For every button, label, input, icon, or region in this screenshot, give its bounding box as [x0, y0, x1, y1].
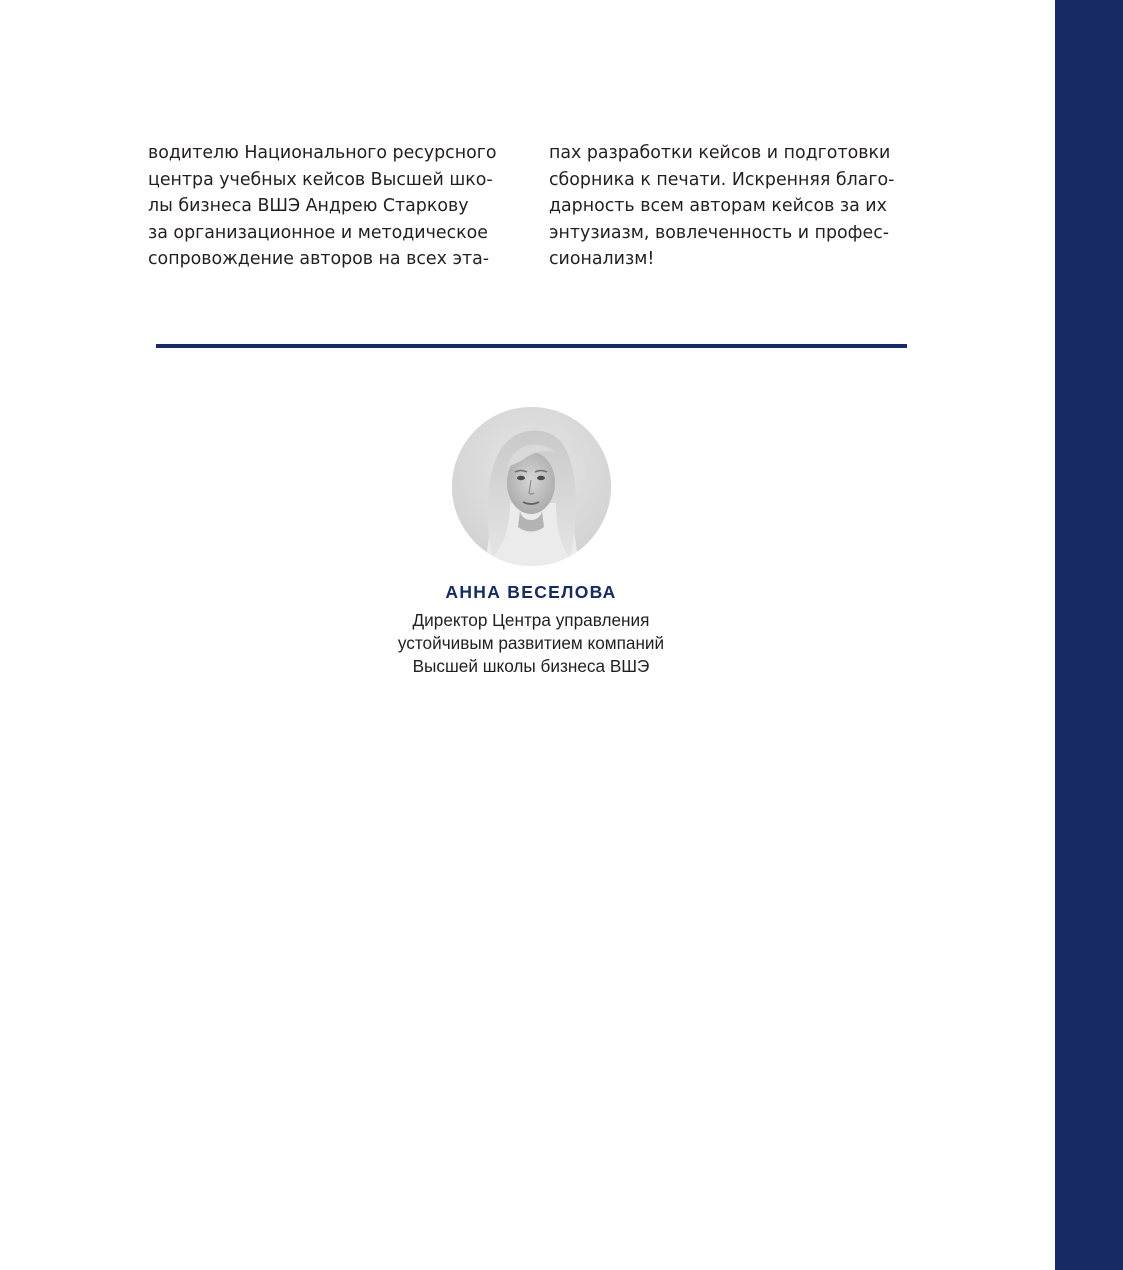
right-column-line: энтузиазм, вовлеченность и профес-	[549, 222, 890, 243]
right-column-line: пах разработки кейсов и подготовки	[549, 143, 891, 163]
left-column-line: водителю Национального ресурсного	[148, 143, 497, 163]
author-name: АННА ВЕСЕЛОВА	[445, 582, 617, 602]
portrait-icon	[452, 407, 611, 566]
right-column-line: сборника к печати. Искренняя благо-	[549, 169, 895, 190]
left-column-line: лы бизнеса ВШЭ Андрею Старкову	[148, 196, 469, 216]
author-role-line: устойчивым развитием компаний	[397, 633, 665, 653]
author-photo	[452, 407, 611, 566]
left-column-line: за организационное и методическое	[148, 222, 488, 243]
author-role-line: Высшей школы бизнеса ВШЭ	[412, 656, 650, 676]
text-columns	[148, 140, 916, 280]
author-role-line: Директор Центра управления	[412, 610, 650, 630]
left-column-line: сопровождение авторов на всех эта-	[148, 249, 490, 269]
section-divider	[156, 344, 907, 348]
left-column-line: центра учебных кейсов Высшей шко-	[148, 169, 493, 190]
side-accent-bar	[1055, 0, 1123, 1270]
right-column-line: сионализм!	[549, 249, 655, 269]
right-column-line: дарность всем авторам кейсов за их	[549, 196, 887, 216]
